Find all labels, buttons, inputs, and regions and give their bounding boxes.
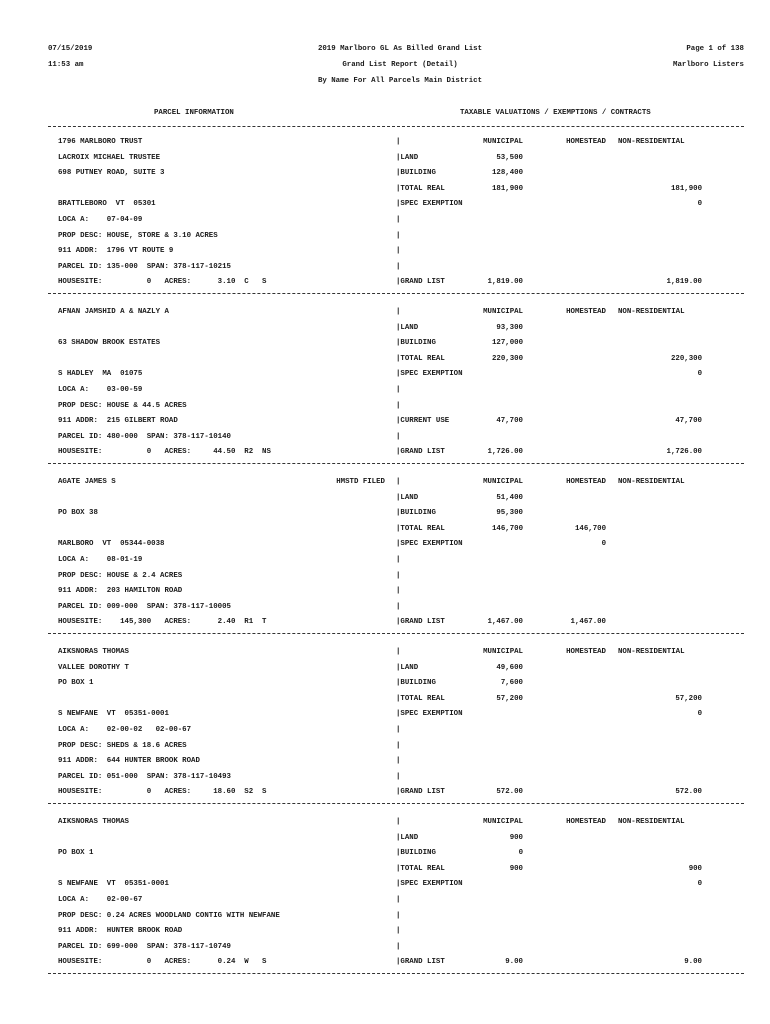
homestead-filed-flag: HMSTD FILED bbox=[336, 478, 385, 486]
column-bar: | bbox=[396, 587, 401, 595]
e911-address: 911 ADDR: 644 HUNTER BROOK ROAD bbox=[58, 757, 200, 765]
grand-list-municipal: 1,726.00 bbox=[487, 448, 523, 456]
column-bar: | bbox=[396, 556, 401, 564]
municipal-heading: MUNICIPAL bbox=[483, 648, 523, 656]
city-state-zip: BRATTLEBORO VT 05301 bbox=[58, 200, 156, 208]
municipal-heading: MUNICIPAL bbox=[483, 478, 523, 486]
column-bar: | bbox=[396, 216, 401, 224]
grand-list-municipal: 9.00 bbox=[505, 958, 523, 966]
total-real-homestead: 146,700 bbox=[574, 525, 606, 533]
non-residential-heading: NON-RESIDENTIAL bbox=[618, 308, 685, 316]
total-real-municipal: 57,200 bbox=[496, 695, 523, 703]
current-use-non-residential: 47,700 bbox=[675, 417, 702, 425]
column-bar: | bbox=[396, 603, 401, 611]
grand-list-non-residential: 1,726.00 bbox=[666, 448, 702, 456]
spec-exemption-label: |SPEC EXEMPTION bbox=[396, 370, 463, 378]
spec-exemption-label: |SPEC EXEMPTION bbox=[396, 200, 463, 208]
total-real-label: |TOTAL REAL bbox=[396, 525, 445, 533]
grand-list-label: |GRAND LIST bbox=[396, 788, 445, 796]
property-description: PROP DESC: HOUSE, STORE & 3.10 ACRES bbox=[58, 232, 218, 240]
grand-list-homestead: 1,467.00 bbox=[570, 618, 606, 626]
owner-name: 1796 MARLBORO TRUST bbox=[58, 138, 143, 146]
location-code: LOCA A: 07-04-09 bbox=[58, 216, 143, 224]
parcel-divider bbox=[48, 293, 744, 294]
land-value: 53,500 bbox=[496, 154, 523, 162]
e911-address: 911 ADDR: 203 HAMILTON ROAD bbox=[58, 587, 183, 595]
column-bar: | bbox=[396, 138, 401, 146]
parcel-id: PARCEL ID: 480-000 SPAN: 378-117-10140 bbox=[58, 433, 231, 441]
land-label: |LAND bbox=[396, 154, 419, 162]
land-label: |LAND bbox=[396, 494, 419, 502]
grand-list-non-residential: 572.00 bbox=[675, 788, 702, 796]
column-bar: | bbox=[396, 742, 401, 750]
total-real-municipal: 900 bbox=[509, 865, 523, 873]
city-state-zip: MARLBORO VT 05344-0038 bbox=[58, 540, 165, 548]
land-value: 51,400 bbox=[496, 494, 523, 502]
parcel-id: PARCEL ID: 051-000 SPAN: 378-117-10493 bbox=[58, 773, 231, 781]
total-real-municipal: 181,900 bbox=[491, 185, 523, 193]
land-value: 49,600 bbox=[496, 664, 523, 672]
owner-name-2: LACROIX MICHAEL TRUSTEE bbox=[58, 154, 161, 162]
housesite-acres: HOUSESITE: 0 ACRES: 0.24 W S bbox=[58, 958, 267, 966]
total-real-municipal: 220,300 bbox=[491, 355, 523, 363]
total-real-non-residential: 220,300 bbox=[670, 355, 702, 363]
mailing-address: PO BOX 1 bbox=[58, 679, 94, 687]
owner-name: AIKSNORAS THOMAS bbox=[58, 818, 129, 826]
land-value: 93,300 bbox=[496, 324, 523, 332]
column-bar: | bbox=[396, 927, 401, 935]
column-bar: | bbox=[396, 433, 401, 441]
building-label: |BUILDING bbox=[396, 169, 436, 177]
column-bar: | bbox=[396, 912, 401, 920]
column-bar: | bbox=[396, 648, 401, 656]
e911-address: 911 ADDR: 215 GILBERT ROAD bbox=[58, 417, 178, 425]
location-code: LOCA A: 02-00-02 02-00-67 bbox=[58, 726, 192, 734]
parcel-divider bbox=[48, 633, 744, 634]
building-value: 7,600 bbox=[500, 679, 523, 687]
non-residential-heading: NON-RESIDENTIAL bbox=[618, 648, 685, 656]
city-state-zip: S NEWFANE VT 05351-0001 bbox=[58, 880, 169, 888]
building-label: |BUILDING bbox=[396, 849, 436, 857]
organization-name: Marlboro Listers bbox=[673, 61, 744, 69]
municipal-heading: MUNICIPAL bbox=[483, 138, 523, 146]
land-label: |LAND bbox=[396, 834, 419, 842]
report-title: 2019 Marlboro GL As Billed Grand List bbox=[317, 45, 483, 53]
valuations-heading: TAXABLE VALUATIONS / EXEMPTIONS / CONTRACTS bbox=[460, 109, 651, 117]
grand-list-municipal: 1,467.00 bbox=[487, 618, 523, 626]
report-subtitle-2: By Name For All Parcels Main District bbox=[317, 77, 483, 85]
spec-exemption-label: |SPEC EXEMPTION bbox=[396, 880, 463, 888]
building-label: |BUILDING bbox=[396, 339, 436, 347]
total-real-non-residential: 181,900 bbox=[670, 185, 702, 193]
column-bar: | bbox=[396, 386, 401, 394]
spec-exemption-non-residential: 0 bbox=[697, 710, 702, 718]
total-real-label: |TOTAL REAL bbox=[396, 865, 445, 873]
grand-list-label: |GRAND LIST bbox=[396, 618, 445, 626]
grand-list-municipal: 1,819.00 bbox=[487, 278, 523, 286]
property-description: PROP DESC: HOUSE & 44.5 ACRES bbox=[58, 402, 187, 410]
housesite-acres: HOUSESITE: 0 ACRES: 3.10 C S bbox=[58, 278, 267, 286]
owner-name-2: VALLEE DOROTHY T bbox=[58, 664, 129, 672]
column-bar: | bbox=[396, 263, 401, 271]
building-value: 128,400 bbox=[491, 169, 523, 177]
homestead-heading: HOMESTEAD bbox=[566, 648, 606, 656]
non-residential-heading: NON-RESIDENTIAL bbox=[618, 818, 685, 826]
parcel-id: PARCEL ID: 699-000 SPAN: 378-117-10749 bbox=[58, 943, 231, 951]
building-label: |BUILDING bbox=[396, 679, 436, 687]
property-description: PROP DESC: SHEDS & 18.6 ACRES bbox=[58, 742, 187, 750]
homestead-heading: HOMESTEAD bbox=[566, 138, 606, 146]
report-date: 07/15/2019 bbox=[48, 45, 93, 53]
parcel-id: PARCEL ID: 135-000 SPAN: 378-117-10215 bbox=[58, 263, 231, 271]
housesite-acres: HOUSESITE: 145,300 ACRES: 2.40 R1 T bbox=[58, 618, 267, 626]
parcel-divider bbox=[48, 973, 744, 974]
land-label: |LAND bbox=[396, 324, 419, 332]
spec-exemption-non-residential: 0 bbox=[697, 200, 702, 208]
spec-exemption-label: |SPEC EXEMPTION bbox=[396, 710, 463, 718]
mailing-address: PO BOX 38 bbox=[58, 509, 98, 517]
spec-exemption-homestead: 0 bbox=[601, 540, 606, 548]
total-real-non-residential: 57,200 bbox=[675, 695, 702, 703]
column-bar: | bbox=[396, 308, 401, 316]
municipal-heading: MUNICIPAL bbox=[483, 308, 523, 316]
current-use-label: |CURRENT USE bbox=[396, 417, 450, 425]
column-bar: | bbox=[396, 773, 401, 781]
owner-name: AIKSNORAS THOMAS bbox=[58, 648, 129, 656]
grand-list-non-residential: 1,819.00 bbox=[666, 278, 702, 286]
mailing-address: 698 PUTNEY ROAD, SUITE 3 bbox=[58, 169, 165, 177]
grand-list-label: |GRAND LIST bbox=[396, 448, 445, 456]
owner-name: AFNAN JAMSHID A & NAZLY A bbox=[58, 308, 169, 316]
land-value: 900 bbox=[509, 834, 523, 842]
housesite-acres: HOUSESITE: 0 ACRES: 18.60 S2 S bbox=[58, 788, 267, 796]
total-real-label: |TOTAL REAL bbox=[396, 185, 445, 193]
homestead-heading: HOMESTEAD bbox=[566, 308, 606, 316]
location-code: LOCA A: 03-00-59 bbox=[58, 386, 143, 394]
city-state-zip: S NEWFANE VT 05351-0001 bbox=[58, 710, 169, 718]
report-time: 11:53 am bbox=[48, 61, 84, 69]
non-residential-heading: NON-RESIDENTIAL bbox=[618, 138, 685, 146]
report-subtitle: Grand List Report (Detail) bbox=[342, 61, 458, 69]
total-real-label: |TOTAL REAL bbox=[396, 695, 445, 703]
building-value: 95,300 bbox=[496, 509, 523, 517]
spec-exemption-non-residential: 0 bbox=[697, 370, 702, 378]
owner-name: AGATE JAMES S bbox=[58, 478, 116, 486]
grand-list-label: |GRAND LIST bbox=[396, 958, 445, 966]
spec-exemption-non-residential: 0 bbox=[697, 880, 702, 888]
e911-address: 911 ADDR: 1796 VT ROUTE 9 bbox=[58, 247, 174, 255]
column-bar: | bbox=[396, 478, 401, 486]
total-real-non-residential: 900 bbox=[688, 865, 702, 873]
grand-list-municipal: 572.00 bbox=[496, 788, 523, 796]
building-label: |BUILDING bbox=[396, 509, 436, 517]
property-description: PROP DESC: 0.24 ACRES WOODLAND CONTIG WITH NEWFANE bbox=[58, 912, 280, 920]
municipal-heading: MUNICIPAL bbox=[483, 818, 523, 826]
page-number: Page 1 of 138 bbox=[686, 45, 744, 53]
parcel-id: PARCEL ID: 009-000 SPAN: 378-117-10005 bbox=[58, 603, 231, 611]
city-state-zip: S HADLEY MA 01075 bbox=[58, 370, 143, 378]
column-bar: | bbox=[396, 402, 401, 410]
non-residential-heading: NON-RESIDENTIAL bbox=[618, 478, 685, 486]
column-bar: | bbox=[396, 943, 401, 951]
parcel-divider bbox=[48, 803, 744, 804]
property-description: PROP DESC: HOUSE & 2.4 ACRES bbox=[58, 572, 183, 580]
homestead-heading: HOMESTEAD bbox=[566, 818, 606, 826]
parcel-info-heading: PARCEL INFORMATION bbox=[154, 109, 234, 117]
total-real-municipal: 146,700 bbox=[491, 525, 523, 533]
location-code: LOCA A: 02-00-67 bbox=[58, 896, 143, 904]
column-bar: | bbox=[396, 896, 401, 904]
building-value: 0 bbox=[518, 849, 523, 857]
column-bar: | bbox=[396, 757, 401, 765]
column-bar: | bbox=[396, 572, 401, 580]
housesite-acres: HOUSESITE: 0 ACRES: 44.50 R2 NS bbox=[58, 448, 271, 456]
mailing-address: PO BOX 1 bbox=[58, 849, 94, 857]
total-real-label: |TOTAL REAL bbox=[396, 355, 445, 363]
header-divider bbox=[48, 126, 744, 127]
column-bar: | bbox=[396, 818, 401, 826]
location-code: LOCA A: 08-01-19 bbox=[58, 556, 143, 564]
parcel-divider bbox=[48, 463, 744, 464]
grand-list-label: |GRAND LIST bbox=[396, 278, 445, 286]
e911-address: 911 ADDR: HUNTER BROOK ROAD bbox=[58, 927, 183, 935]
column-bar: | bbox=[396, 726, 401, 734]
building-value: 127,000 bbox=[491, 339, 523, 347]
grand-list-non-residential: 9.00 bbox=[684, 958, 702, 966]
homestead-heading: HOMESTEAD bbox=[566, 478, 606, 486]
land-label: |LAND bbox=[396, 664, 419, 672]
column-bar: | bbox=[396, 247, 401, 255]
mailing-address: 63 SHADOW BROOK ESTATES bbox=[58, 339, 161, 347]
column-bar: | bbox=[396, 232, 401, 240]
current-use-municipal: 47,700 bbox=[496, 417, 523, 425]
spec-exemption-label: |SPEC EXEMPTION bbox=[396, 540, 463, 548]
